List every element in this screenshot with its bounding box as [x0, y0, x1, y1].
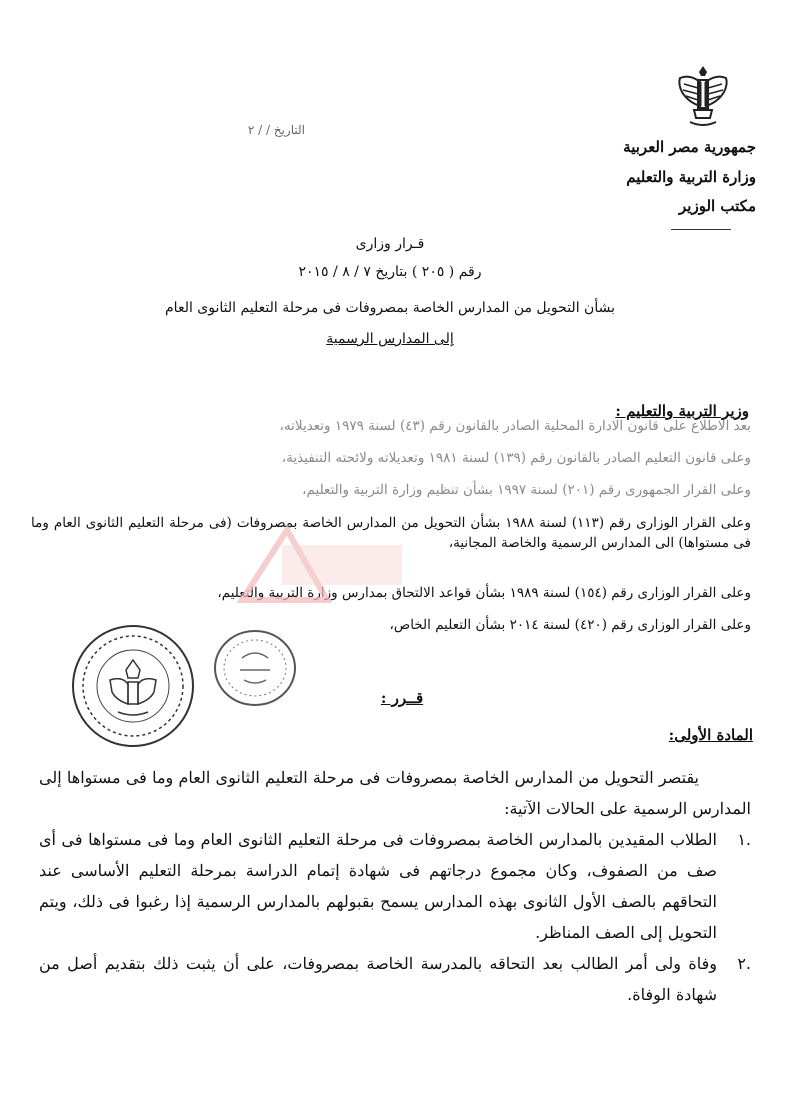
decree-subject: بشأن التحويل من المدارس الخاصة بمصروفات فى مرحلة التعليم الثانوى العام [165, 300, 615, 316]
eagle-emblem-icon [676, 62, 730, 130]
preamble-clause: بعد الاطلاع على قانون الادارة المحلية الصادر بالقانون رقم (٤٣) لسنة ١٩٧٩ وتعديلاته، [279, 418, 751, 434]
country-name: جمهورية مصر العربية [623, 138, 756, 156]
preamble-clause: وعلى القرار الوزارى رقم (٤٢٠) لسنة ٢٠١٤ بشأن التعليم الخاص، [389, 617, 751, 633]
decree-type: قـرار وزارى [355, 236, 425, 252]
official-seal-icon [68, 622, 198, 750]
preamble-clause: وعلى قانون التعليم الصادر بالقانون رقم (١٣٩) لسنة ١٩٨١ وتعديلاته ولائحته التنفيذية، [281, 450, 751, 466]
official-stamp-icon [212, 628, 298, 708]
header-divider [671, 229, 731, 230]
decree-number: رقم ( ٢٠٥ ) بتاريخ ٧ / ٨ / ٢٠١٥ [298, 264, 482, 280]
preamble-clause: وعلى القرار الوزارى رقم (١١٣) لسنة ١٩٨٨ بشأن التحويل من المدارس الخاصة بمصروفات (فى مرحلة التعليم الثانوى العام وما فى مستواها) الى المدارس الرسمية والخاصة المجانية، [31, 515, 751, 551]
preamble-clause: وعلى القرار الجمهورى رقم (٢٠١) لسنة ١٩٩٧ بشأن تنظيم وزارة التربية والتعليم، [302, 482, 751, 498]
minister-heading: وزير التربية والتعليم : [615, 402, 749, 420]
ministry-name: وزارة التربية والتعليم [626, 168, 756, 186]
article-item-number: .٢ [737, 954, 751, 973]
decided-heading: قــرر : [380, 689, 424, 707]
decree-subject-continued: إلى المدارس الرسمية [326, 331, 454, 347]
date-label: التاريخ / / ٢ [247, 123, 305, 137]
article-one-title: المادة الأولى: [668, 726, 753, 744]
article-item-number: .١ [737, 830, 751, 849]
article-item-text: الطلاب المقيدين بالمدارس الخاصة بمصروفات فى مرحلة التعليم الثانوى العام وما فى مستواها فى أى صف من الصفوف، وكان مجموع درجاتهم فى شهادة إتمام الدراسة بمرحلة التعليم الأساسى عند التحاقهم بالصف الأول الثانوى بهذه المدارس يسمح بقبولهم بالمدارس الرسمية إذا رغبوا فى ذلك، ويتم التحويل إلى الصف المناظر. [39, 830, 717, 942]
article-one-intro: يقتصر التحويل من المدارس الخاصة بمصروفات فى مرحلة التعليم الثانوى العام وما فى مستواها إلى المدارس الرسمية على الحالات الآتية: [39, 768, 751, 818]
article-item [39, 824, 751, 948]
watermark-logo-icon [212, 505, 422, 625]
preamble-clause: وعلى القرار الوزارى رقم (١٥٤) لسنة ١٩٨٩ بشأن قواعد الالتحاق بمدارس وزارة التربية والتعليم، [217, 585, 751, 601]
article-item-text: وفاة ولى أمر الطالب بعد التحاقه بالمدرسة الخاصة بمصروفات، على أن يثبت ذلك بتقديم أصل من شهادة الوفاة. [39, 954, 718, 1004]
article-item [39, 948, 751, 1010]
office-name: مكتب الوزير [679, 197, 756, 215]
